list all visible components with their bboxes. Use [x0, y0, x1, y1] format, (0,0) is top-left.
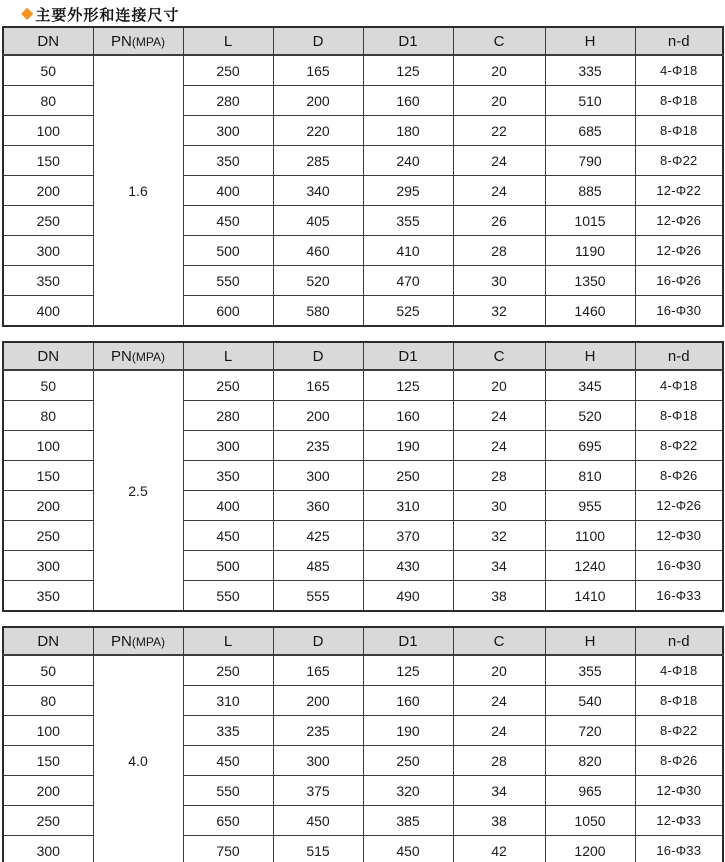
cell-h: 1015 — [545, 206, 635, 236]
cell-nd: 12-Φ22 — [635, 176, 723, 206]
cell-l: 350 — [183, 146, 273, 176]
dimension-table-pn16 — [2, 26, 724, 327]
cell-nd: 8-Φ18 — [635, 401, 723, 431]
cell-l: 280 — [183, 86, 273, 116]
cell-dn: 350 — [3, 581, 93, 612]
cell-c: 38 — [453, 581, 545, 612]
cell-nd: 16-Φ26 — [635, 266, 723, 296]
cell-dn: 150 — [3, 746, 93, 776]
cell-c: 32 — [453, 521, 545, 551]
cell-c: 32 — [453, 296, 545, 327]
cell-c: 24 — [453, 176, 545, 206]
cell-d1: 370 — [363, 521, 453, 551]
cell-d: 555 — [273, 581, 363, 612]
cell-l: 250 — [183, 655, 273, 686]
cell-dn: 350 — [3, 266, 93, 296]
cell-d: 580 — [273, 296, 363, 327]
cell-c: 42 — [453, 836, 545, 862]
cell-d1: 355 — [363, 206, 453, 236]
cell-h: 1460 — [545, 296, 635, 327]
dimension-table-pn25 — [2, 341, 724, 612]
cell-h: 510 — [545, 86, 635, 116]
cell-l: 400 — [183, 491, 273, 521]
cell-c: 28 — [453, 461, 545, 491]
cell-l: 280 — [183, 401, 273, 431]
table-row — [3, 370, 723, 401]
cell-dn: 100 — [3, 116, 93, 146]
cell-nd: 8-Φ22 — [635, 716, 723, 746]
cell-dn: 100 — [3, 431, 93, 461]
cell-l: 300 — [183, 116, 273, 146]
cell-nd: 8-Φ18 — [635, 686, 723, 716]
cell-d1: 180 — [363, 116, 453, 146]
cell-dn: 300 — [3, 236, 93, 266]
column-header-h: H — [545, 627, 635, 655]
cell-l: 450 — [183, 746, 273, 776]
cell-dn: 100 — [3, 716, 93, 746]
cell-dn: 50 — [3, 655, 93, 686]
cell-dn: 80 — [3, 401, 93, 431]
cell-h: 540 — [545, 686, 635, 716]
cell-h: 885 — [545, 176, 635, 206]
cell-h: 720 — [545, 716, 635, 746]
cell-d1: 295 — [363, 176, 453, 206]
cell-h: 345 — [545, 370, 635, 401]
cell-d1: 160 — [363, 401, 453, 431]
cell-l: 400 — [183, 176, 273, 206]
cell-d: 300 — [273, 746, 363, 776]
cell-d1: 450 — [363, 836, 453, 862]
cell-d: 285 — [273, 146, 363, 176]
cell-d: 360 — [273, 491, 363, 521]
cell-c: 24 — [453, 431, 545, 461]
cell-dn: 250 — [3, 521, 93, 551]
cell-d: 485 — [273, 551, 363, 581]
cell-nd: 12-Φ26 — [635, 491, 723, 521]
cell-d: 200 — [273, 86, 363, 116]
column-header-h: H — [545, 342, 635, 370]
cell-dn: 200 — [3, 776, 93, 806]
cell-d: 220 — [273, 116, 363, 146]
cell-h: 1410 — [545, 581, 635, 612]
cell-nd: 16-Φ33 — [635, 836, 723, 862]
cell-d: 165 — [273, 370, 363, 401]
cell-nd: 4-Φ18 — [635, 655, 723, 686]
cell-dn: 50 — [3, 370, 93, 401]
column-header-pn: PN(MPA) — [93, 627, 183, 655]
cell-d: 515 — [273, 836, 363, 862]
cell-c: 26 — [453, 206, 545, 236]
cell-nd: 12-Φ26 — [635, 206, 723, 236]
cell-d: 520 — [273, 266, 363, 296]
cell-d1: 125 — [363, 55, 453, 86]
cell-l: 250 — [183, 55, 273, 86]
column-header-nd: n-d — [635, 627, 723, 655]
cell-d1: 160 — [363, 686, 453, 716]
cell-d1: 385 — [363, 806, 453, 836]
cell-d: 405 — [273, 206, 363, 236]
column-header-h: H — [545, 27, 635, 55]
cell-d: 425 — [273, 521, 363, 551]
cell-nd: 8-Φ18 — [635, 86, 723, 116]
cell-d: 235 — [273, 716, 363, 746]
column-header-c: C — [453, 27, 545, 55]
cell-c: 20 — [453, 655, 545, 686]
cell-c: 20 — [453, 86, 545, 116]
cell-nd: 8-Φ22 — [635, 146, 723, 176]
cell-l: 250 — [183, 370, 273, 401]
cell-d: 375 — [273, 776, 363, 806]
cell-c: 38 — [453, 806, 545, 836]
cell-dn: 150 — [3, 461, 93, 491]
cell-dn: 400 — [3, 296, 93, 327]
column-header-pn: PN(MPA) — [93, 342, 183, 370]
column-header-d1: D1 — [363, 342, 453, 370]
cell-c: 34 — [453, 551, 545, 581]
cell-d: 165 — [273, 55, 363, 86]
column-header-d: D — [273, 27, 363, 55]
cell-dn: 250 — [3, 806, 93, 836]
header-row — [3, 27, 723, 55]
cell-nd: 16-Φ30 — [635, 296, 723, 327]
cell-h: 790 — [545, 146, 635, 176]
cell-d: 300 — [273, 461, 363, 491]
cell-d1: 310 — [363, 491, 453, 521]
cell-d: 165 — [273, 655, 363, 686]
cell-c: 24 — [453, 686, 545, 716]
cell-nd: 8-Φ22 — [635, 431, 723, 461]
cell-d1: 125 — [363, 370, 453, 401]
cell-nd: 8-Φ26 — [635, 746, 723, 776]
cell-nd: 12-Φ30 — [635, 776, 723, 806]
cell-c: 34 — [453, 776, 545, 806]
cell-l: 450 — [183, 521, 273, 551]
cell-l: 500 — [183, 236, 273, 266]
column-header-dn: DN — [3, 342, 93, 370]
cell-c: 24 — [453, 401, 545, 431]
column-header-dn: DN — [3, 27, 93, 55]
cell-d: 460 — [273, 236, 363, 266]
diamond-bullet-icon: ◆ — [21, 5, 34, 22]
cell-l: 600 — [183, 296, 273, 327]
cell-dn: 300 — [3, 551, 93, 581]
cell-nd: 12-Φ30 — [635, 521, 723, 551]
cell-h: 1100 — [545, 521, 635, 551]
cell-d1: 250 — [363, 746, 453, 776]
cell-dn: 50 — [3, 55, 93, 86]
column-header-l: L — [183, 27, 273, 55]
cell-h: 355 — [545, 655, 635, 686]
cell-l: 350 — [183, 461, 273, 491]
cell-nd: 12-Φ33 — [635, 806, 723, 836]
header-row — [3, 627, 723, 655]
cell-pn-merged: 4.0 — [93, 655, 183, 862]
cell-h: 1350 — [545, 266, 635, 296]
cell-dn: 250 — [3, 206, 93, 236]
column-header-dn: DN — [3, 627, 93, 655]
cell-c: 20 — [453, 370, 545, 401]
cell-c: 28 — [453, 236, 545, 266]
cell-d: 340 — [273, 176, 363, 206]
cell-c: 24 — [453, 716, 545, 746]
cell-c: 28 — [453, 746, 545, 776]
table-row — [3, 655, 723, 686]
cell-d1: 125 — [363, 655, 453, 686]
cell-nd: 4-Φ18 — [635, 55, 723, 86]
cell-d1: 430 — [363, 551, 453, 581]
column-header-d: D — [273, 627, 363, 655]
column-header-d1: D1 — [363, 627, 453, 655]
cell-h: 965 — [545, 776, 635, 806]
cell-d1: 490 — [363, 581, 453, 612]
column-header-c: C — [453, 342, 545, 370]
cell-h: 955 — [545, 491, 635, 521]
cell-d1: 190 — [363, 716, 453, 746]
cell-h: 695 — [545, 431, 635, 461]
cell-h: 1240 — [545, 551, 635, 581]
cell-nd: 16-Φ33 — [635, 581, 723, 612]
cell-nd: 12-Φ26 — [635, 236, 723, 266]
column-header-l: L — [183, 627, 273, 655]
cell-l: 500 — [183, 551, 273, 581]
cell-nd: 16-Φ30 — [635, 551, 723, 581]
section-title-text: 主要外形和连接尺寸 — [35, 6, 180, 24]
cell-dn: 200 — [3, 176, 93, 206]
cell-l: 750 — [183, 836, 273, 862]
cell-d: 450 — [273, 806, 363, 836]
column-header-l: L — [183, 342, 273, 370]
cell-h: 520 — [545, 401, 635, 431]
column-header-d1: D1 — [363, 27, 453, 55]
cell-l: 650 — [183, 806, 273, 836]
column-header-d: D — [273, 342, 363, 370]
cell-h: 335 — [545, 55, 635, 86]
cell-l: 300 — [183, 431, 273, 461]
cell-h: 1190 — [545, 236, 635, 266]
cell-l: 550 — [183, 776, 273, 806]
cell-d1: 160 — [363, 86, 453, 116]
cell-h: 685 — [545, 116, 635, 146]
column-header-pn: PN(MPA) — [93, 27, 183, 55]
cell-nd: 4-Φ18 — [635, 370, 723, 401]
dimension-table-pn40 — [2, 626, 724, 862]
cell-nd: 8-Φ18 — [635, 116, 723, 146]
cell-c: 20 — [453, 55, 545, 86]
cell-c: 30 — [453, 491, 545, 521]
cell-d1: 470 — [363, 266, 453, 296]
cell-d: 200 — [273, 401, 363, 431]
cell-d1: 410 — [363, 236, 453, 266]
cell-l: 335 — [183, 716, 273, 746]
header-row — [3, 342, 723, 370]
cell-c: 24 — [453, 146, 545, 176]
cell-dn: 300 — [3, 836, 93, 862]
column-header-nd: n-d — [635, 342, 723, 370]
table-row — [3, 55, 723, 86]
cell-pn-merged: 2.5 — [93, 370, 183, 611]
cell-d1: 250 — [363, 461, 453, 491]
cell-d1: 525 — [363, 296, 453, 327]
cell-l: 450 — [183, 206, 273, 236]
cell-d1: 240 — [363, 146, 453, 176]
cell-h: 1200 — [545, 836, 635, 862]
cell-dn: 150 — [3, 146, 93, 176]
cell-nd: 8-Φ26 — [635, 461, 723, 491]
section-title — [0, 3, 725, 25]
cell-h: 1050 — [545, 806, 635, 836]
cell-d: 200 — [273, 686, 363, 716]
column-header-nd: n-d — [635, 27, 723, 55]
column-header-c: C — [453, 627, 545, 655]
cell-h: 820 — [545, 746, 635, 776]
cell-dn: 80 — [3, 686, 93, 716]
cell-dn: 200 — [3, 491, 93, 521]
cell-l: 550 — [183, 266, 273, 296]
cell-h: 810 — [545, 461, 635, 491]
cell-l: 550 — [183, 581, 273, 612]
cell-d: 235 — [273, 431, 363, 461]
cell-c: 30 — [453, 266, 545, 296]
cell-c: 22 — [453, 116, 545, 146]
cell-pn-merged: 1.6 — [93, 55, 183, 326]
cell-d1: 190 — [363, 431, 453, 461]
cell-dn: 80 — [3, 86, 93, 116]
cell-l: 310 — [183, 686, 273, 716]
cell-d1: 320 — [363, 776, 453, 806]
